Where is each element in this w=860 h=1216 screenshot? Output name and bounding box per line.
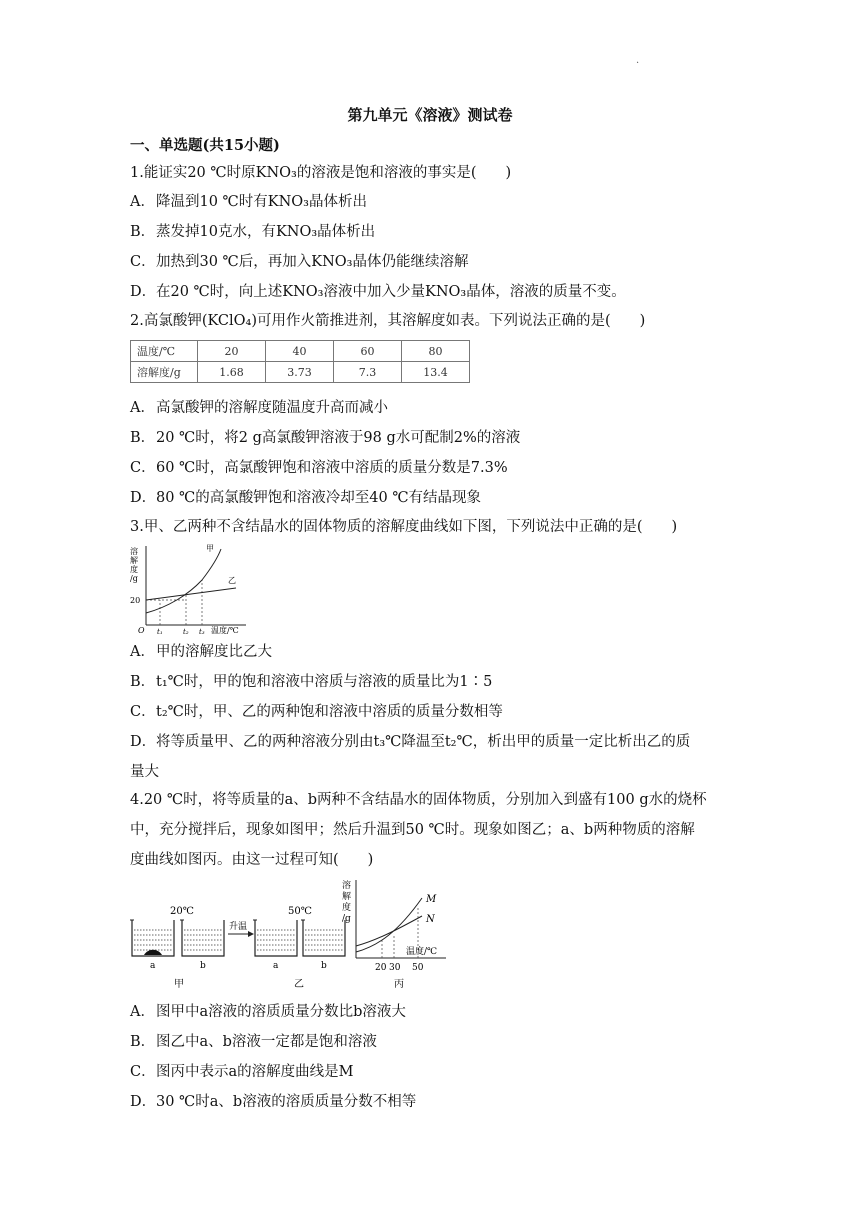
q4-stem-2: 中，充分搅拌后，现象如图甲；然后升温到50 ℃时。现象如图乙；a、b两种物质的溶解 bbox=[130, 822, 695, 838]
header-mark: · bbox=[636, 58, 640, 69]
option-key: B． bbox=[130, 1034, 156, 1050]
option-key: B． bbox=[130, 430, 156, 446]
q4-option-c bbox=[130, 1062, 354, 1082]
option-key: D． bbox=[130, 1094, 157, 1110]
option-key: D． bbox=[130, 734, 157, 750]
option-key: C． bbox=[130, 1064, 156, 1080]
beaker-label-a: a bbox=[273, 961, 279, 971]
page-title: 第九单元《溶液》测试卷 bbox=[347, 106, 513, 124]
curve-label-n: N bbox=[426, 914, 435, 925]
option-key: A． bbox=[130, 400, 155, 416]
option-text: 80 ℃的高氯酸钾饱和溶液冷却至40 ℃有结晶现象 bbox=[156, 490, 482, 506]
bing-ylabel-char: 度 bbox=[342, 903, 352, 913]
tick-label: 30 bbox=[389, 963, 401, 973]
option-text: 将等质量甲、乙的两种溶液分别由t₃℃降温至t₂℃，析出甲的质量一定比析出乙的质 bbox=[156, 734, 691, 750]
option-text: 60 ℃时，高氯酸钾饱和溶液中溶质的质量分数是7.3% bbox=[156, 460, 508, 476]
option-key: B． bbox=[130, 674, 156, 690]
q3-stem: 3.甲、乙两种不含结晶水的固体物质的溶解度曲线如下图，下列说法中正确的是( ) bbox=[130, 519, 678, 535]
table-cell: 7.3 bbox=[334, 362, 402, 383]
option-key: A． bbox=[130, 194, 155, 210]
option-text: 高氯酸钾的溶解度随温度升高而减小 bbox=[156, 400, 388, 416]
origin-label: O bbox=[138, 626, 145, 635]
curve-n bbox=[356, 916, 422, 946]
arrow-head-icon bbox=[248, 931, 254, 937]
fig-label-yi: 乙 bbox=[294, 979, 304, 990]
option-text: 图甲中a溶液的溶质质量分数比b溶液大 bbox=[156, 1004, 406, 1020]
t2-label: t₂ bbox=[183, 628, 189, 635]
option-key: C． bbox=[130, 254, 156, 270]
q3-option-a bbox=[130, 642, 272, 662]
q2-option-c bbox=[130, 458, 508, 478]
table-row bbox=[131, 362, 470, 383]
q4-stem-3: 度曲线如图丙。由这一过程可知( ) bbox=[130, 852, 374, 868]
beaker-label-b: b bbox=[200, 961, 206, 971]
option-text: 甲的溶解度比乙大 bbox=[156, 644, 272, 660]
option-key: A． bbox=[130, 644, 155, 660]
option-key: C． bbox=[130, 704, 156, 720]
beaker-a-50 bbox=[253, 920, 297, 956]
beaker-b-50 bbox=[301, 920, 345, 956]
option-text: 30 ℃时a、b溶液的溶质质量分数不相等 bbox=[156, 1094, 417, 1110]
option-text: 在20 ℃时，向上述KNO₃溶液中加入少量KNO₃晶体，溶液的质量不变。 bbox=[156, 284, 626, 300]
option-text: 20 ℃时，将2 g高氯酸钾溶液于98 g水可配制2%的溶液 bbox=[156, 430, 521, 446]
table-cell: 80 bbox=[402, 341, 470, 362]
q1-option-c bbox=[130, 252, 469, 272]
option-text: 加热到30 ℃后，再加入KNO₃晶体仍能继续溶解 bbox=[156, 254, 469, 270]
q2-option-d bbox=[130, 488, 481, 508]
option-key: A． bbox=[130, 1004, 155, 1020]
q4-option-b bbox=[130, 1032, 377, 1052]
curve-m bbox=[356, 898, 422, 952]
option-text: 降温到10 ℃时有KNO₃晶体析出 bbox=[156, 194, 367, 210]
beaker-label-a: a bbox=[150, 961, 156, 971]
q4-option-d bbox=[130, 1092, 416, 1112]
q1-option-a bbox=[130, 192, 367, 212]
q4-figure bbox=[128, 876, 448, 996]
bing-ylabel-char: /g bbox=[342, 914, 351, 924]
q2-stem: 2.高氯酸钾(KClO₄)可用作火箭推进剂，其溶解度如表。下列说法正确的是( ) bbox=[130, 313, 646, 329]
option-text: t₂℃时，甲、乙的两种饱和溶液中溶质的质量分数相等 bbox=[156, 704, 503, 720]
bing-xlabel: 温度/℃ bbox=[406, 947, 438, 957]
ylabel-char: 度 bbox=[130, 565, 138, 574]
t1-label: t₁ bbox=[157, 628, 163, 635]
bing-ylabel-char: 溶 bbox=[342, 881, 352, 891]
beaker-label-b: b bbox=[321, 961, 327, 971]
q3-solubility-graph bbox=[128, 543, 250, 635]
table-cell: 1.68 bbox=[198, 362, 266, 383]
fig-label-bing: 丙 bbox=[394, 979, 404, 990]
option-key: D． bbox=[130, 284, 157, 300]
table-head: 溶解度/g bbox=[131, 362, 198, 383]
option-text: t₁℃时，甲的饱和溶液中溶质与溶液的质量比为1∶5 bbox=[156, 674, 493, 690]
temp-20-label: 20℃ bbox=[170, 906, 194, 917]
table-cell: 60 bbox=[334, 341, 402, 362]
label-yi: 乙 bbox=[228, 576, 236, 585]
beaker-a-20 bbox=[130, 920, 174, 956]
tick-label: 50 bbox=[412, 963, 424, 973]
option-key: B． bbox=[130, 224, 156, 240]
q3-option-c bbox=[130, 702, 503, 722]
y-tick-20: 20 bbox=[130, 596, 141, 605]
bing-ylabel-char: 解 bbox=[342, 892, 352, 902]
section-heading: 一、单选题(共15小题) bbox=[130, 137, 280, 154]
option-text: 图乙中a、b溶液一定都是饱和溶液 bbox=[156, 1034, 377, 1050]
q2-option-b bbox=[130, 428, 520, 448]
solubility-table bbox=[130, 340, 470, 383]
ylabel-char: /g bbox=[130, 574, 138, 583]
label-jia: 甲 bbox=[206, 544, 214, 553]
table-cell: 40 bbox=[266, 341, 334, 362]
q1-option-d bbox=[130, 282, 626, 302]
beaker-b-20 bbox=[180, 920, 224, 956]
q4-option-a bbox=[130, 1002, 406, 1022]
tick-label: 20 bbox=[375, 963, 387, 973]
option-text: 蒸发掉10克水，有KNO₃晶体析出 bbox=[156, 224, 376, 240]
xlabel: 温度/℃ bbox=[211, 626, 239, 635]
option-text: 图丙中表示a的溶解度曲线是M bbox=[156, 1064, 354, 1080]
q2-option-a bbox=[130, 398, 388, 418]
table-cell: 20 bbox=[198, 341, 266, 362]
table-row bbox=[131, 341, 470, 362]
fig-label-jia: 甲 bbox=[174, 979, 184, 990]
table-cell: 13.4 bbox=[402, 362, 470, 383]
q1-option-b bbox=[130, 222, 375, 242]
temp-50-label: 50℃ bbox=[288, 906, 312, 917]
q3-option-d-cont: 量大 bbox=[130, 764, 159, 780]
ylabel-char: 解 bbox=[130, 556, 138, 565]
q4-stem-1: 4.20 ℃时，将等质量的a、b两种不含结晶水的固体物质，分别加入到盛有100 g水的烧杯 bbox=[130, 792, 707, 808]
table-cell: 3.73 bbox=[266, 362, 334, 383]
curve-label-m: M bbox=[426, 894, 437, 905]
t3-label: t₃ bbox=[199, 628, 205, 635]
table-head: 温度/℃ bbox=[131, 341, 198, 362]
q1-stem: 1.能证实20 ℃时原KNO₃的溶液是饱和溶液的事实是( ) bbox=[130, 165, 512, 181]
curve-jia bbox=[146, 549, 221, 613]
q3-option-d bbox=[130, 732, 690, 752]
option-key: D． bbox=[130, 490, 157, 506]
q3-option-b bbox=[130, 672, 492, 692]
arrow-label: 升温 bbox=[229, 922, 248, 932]
option-key: C． bbox=[130, 460, 156, 476]
ylabel-char: 溶 bbox=[130, 547, 138, 556]
